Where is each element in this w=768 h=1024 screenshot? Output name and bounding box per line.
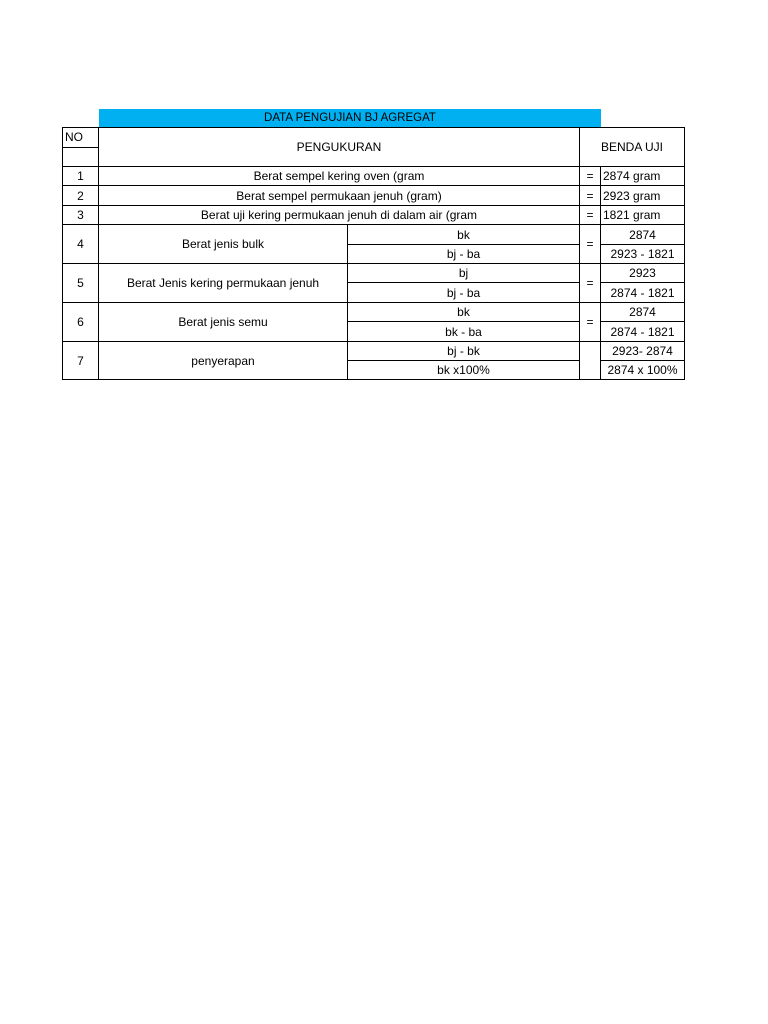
row-label: penyerapan bbox=[191, 353, 255, 368]
row-number: 3 bbox=[77, 208, 84, 222]
formula-numerator: bk bbox=[457, 227, 470, 242]
formula-denominator: bj - ba bbox=[446, 247, 481, 261]
grid-hline bbox=[62, 147, 99, 148]
row-number: 7 bbox=[77, 353, 84, 368]
equals-sign: = bbox=[586, 276, 594, 290]
row-label: Berat jenis semu bbox=[178, 315, 268, 329]
formula-numerator: bj bbox=[458, 266, 469, 280]
row-label: Berat uji kering permukaan jenuh di dalam air (gram bbox=[200, 208, 478, 222]
row-label: Berat Jenis kering permukaan jenuh bbox=[126, 276, 320, 290]
formula-numerator: bj - bk bbox=[447, 344, 480, 358]
equals-sign: = bbox=[586, 315, 594, 329]
row-value: 2874 gram bbox=[603, 169, 661, 183]
row-label: Berat sempel permukaan jenuh (gram) bbox=[236, 188, 442, 203]
equals-sign: = bbox=[586, 237, 594, 251]
row-number: 4 bbox=[77, 237, 84, 251]
row-label: Berat jenis bulk bbox=[181, 237, 265, 251]
value-denominator: 2923 - 1821 bbox=[610, 247, 675, 261]
row-number: 6 bbox=[77, 315, 84, 329]
formula-denominator: bk - ba bbox=[445, 324, 482, 339]
row-value: 1821 gram bbox=[603, 208, 661, 222]
row-label: Berat sempel kering oven (gram bbox=[253, 169, 425, 183]
column-header-pengukuran: PENGUKURAN bbox=[296, 140, 382, 154]
formula-denominator: bj - ba bbox=[446, 285, 481, 300]
value-numerator: 2874 bbox=[629, 227, 656, 242]
row-number: 5 bbox=[77, 276, 84, 290]
formula-numerator: bk bbox=[457, 305, 470, 319]
value-numerator: 2874 bbox=[629, 305, 656, 319]
grid-hline bbox=[62, 379, 685, 380]
equals-sign: = bbox=[586, 169, 594, 183]
column-header-no: NO bbox=[65, 130, 83, 144]
data-sheet bbox=[62, 109, 685, 381]
row-number: 1 bbox=[77, 169, 84, 183]
equals-sign: = bbox=[586, 188, 594, 203]
grid-vline bbox=[684, 127, 685, 380]
equals-sign: = bbox=[586, 208, 594, 222]
value-numerator: 2923 bbox=[629, 266, 656, 280]
value-denominator: 2874 x 100% bbox=[607, 363, 678, 377]
row-number: 2 bbox=[77, 188, 84, 203]
formula-denominator: bk x100% bbox=[437, 363, 490, 377]
row-value: 2923 gram bbox=[603, 188, 661, 203]
value-numerator: 2923- 2874 bbox=[612, 344, 673, 358]
value-denominator: 2874 - 1821 bbox=[610, 285, 675, 300]
column-header-benda-uji: BENDA UJI bbox=[600, 140, 663, 154]
value-denominator: 2874 - 1821 bbox=[610, 324, 675, 339]
sheet-title: DATA PENGUJIAN BJ AGREGAT bbox=[99, 109, 601, 127]
